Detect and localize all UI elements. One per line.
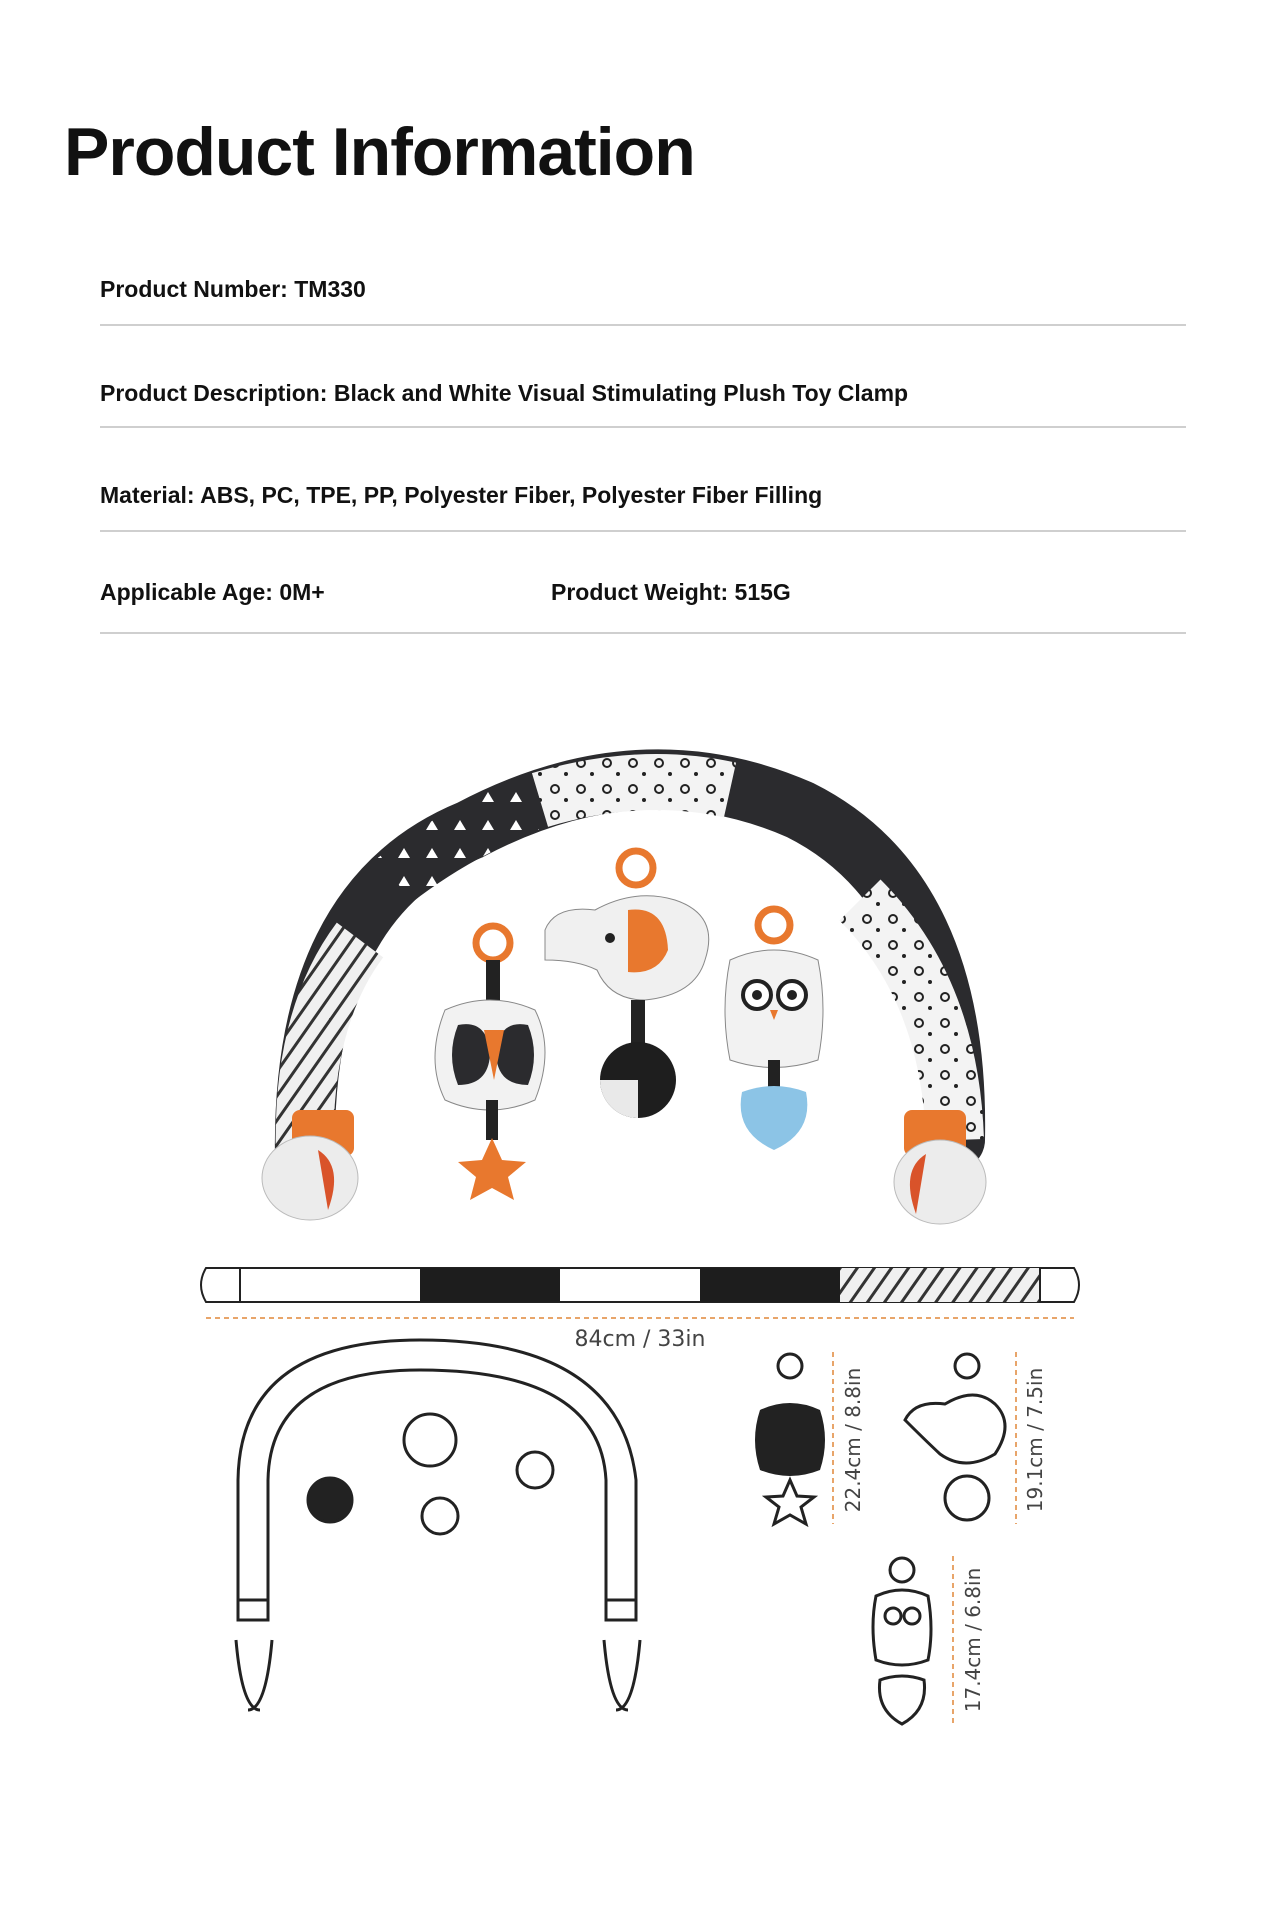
elephant-toy: [545, 851, 709, 1118]
line-arch-diagram: [236, 1340, 640, 1710]
elephant-length-label: 19.1cm / 7.5in: [1023, 1367, 1047, 1513]
butterfly-toy: [435, 926, 545, 1200]
applicable-age-text: Applicable Age: 0M+: [100, 579, 325, 605]
butterfly-icon: [755, 1352, 833, 1524]
owl-toy: [725, 909, 823, 1150]
straight-bar-diagram: [201, 1268, 1079, 1318]
butterfly-length-label: 22.4cm / 8.8in: [841, 1367, 865, 1513]
owl-length-label: 17.4cm / 6.8in: [961, 1567, 985, 1713]
material-text: Material: ABS, PC, TPE, PP, Polyester Fiber, Polyester Fiber Filling: [100, 482, 823, 508]
arch-length-label: 84cm / 33in: [574, 1327, 706, 1352]
elephant-icon: [905, 1352, 1016, 1524]
product-number-text: Product Number: TM330: [100, 276, 366, 302]
owl-icon: [873, 1556, 953, 1724]
heart-teether-icon: [741, 1086, 808, 1150]
product-description-text: Product Description: Black and White Visual Stimulating Plush Toy Clamp: [100, 380, 909, 406]
page-title: Product Information: [64, 114, 695, 190]
star-teether-icon: [458, 1138, 526, 1200]
product-weight-text: Product Weight: 515G: [551, 579, 791, 605]
